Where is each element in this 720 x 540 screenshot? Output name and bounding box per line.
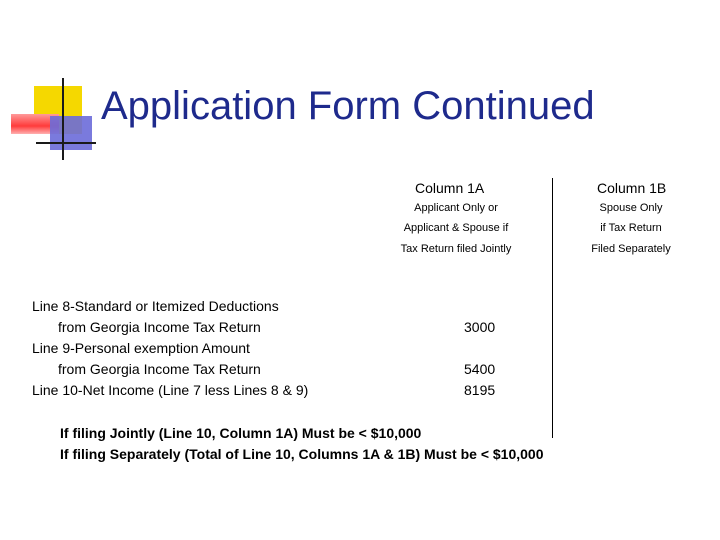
- column-1b-subheader: Spouse Only: [599, 202, 663, 214]
- column-1b-header: Column 1B: [597, 180, 667, 196]
- column-divider: [552, 178, 553, 438]
- line-8-value-1a: 3000: [464, 319, 496, 335]
- column-1b-subheader: Filed Separately: [591, 243, 671, 255]
- column-1a-subheader: Applicant & Spouse if: [403, 222, 509, 234]
- page-title: Application Form Continued: [101, 84, 595, 128]
- column-1a-header: Column 1A: [415, 180, 485, 196]
- column-1b-subheader: if Tax Return: [600, 222, 662, 234]
- line-10-label: Line 10-Net Income (Line 7 less Lines 8 & 9): [32, 382, 309, 398]
- line-9-label-continued: from Georgia Income Tax Return: [58, 361, 261, 377]
- column-1a-subheader: Applicant Only or: [414, 202, 498, 214]
- vertical-line-decoration: [62, 78, 64, 160]
- joint-filing-note: If filing Jointly (Line 10, Column 1A) Must be < $10,000: [60, 425, 422, 441]
- line-8-label: Line 8-Standard or Itemized Deductions: [32, 298, 279, 314]
- line-9-label: Line 9-Personal exemption Amount: [32, 340, 250, 356]
- blue-square-decoration: [50, 116, 92, 150]
- horizontal-line-decoration: [36, 142, 96, 144]
- column-1a-subheader: Tax Return filed Jointly: [400, 243, 512, 255]
- line-8-label-continued: from Georgia Income Tax Return: [58, 319, 261, 335]
- line-9-value-1a: 5400: [464, 361, 496, 377]
- line-10-value-1a: 8195: [464, 382, 496, 398]
- separate-filing-note: If filing Separately (Total of Line 10, Columns 1A & 1B) Must be < $10,000: [60, 446, 544, 462]
